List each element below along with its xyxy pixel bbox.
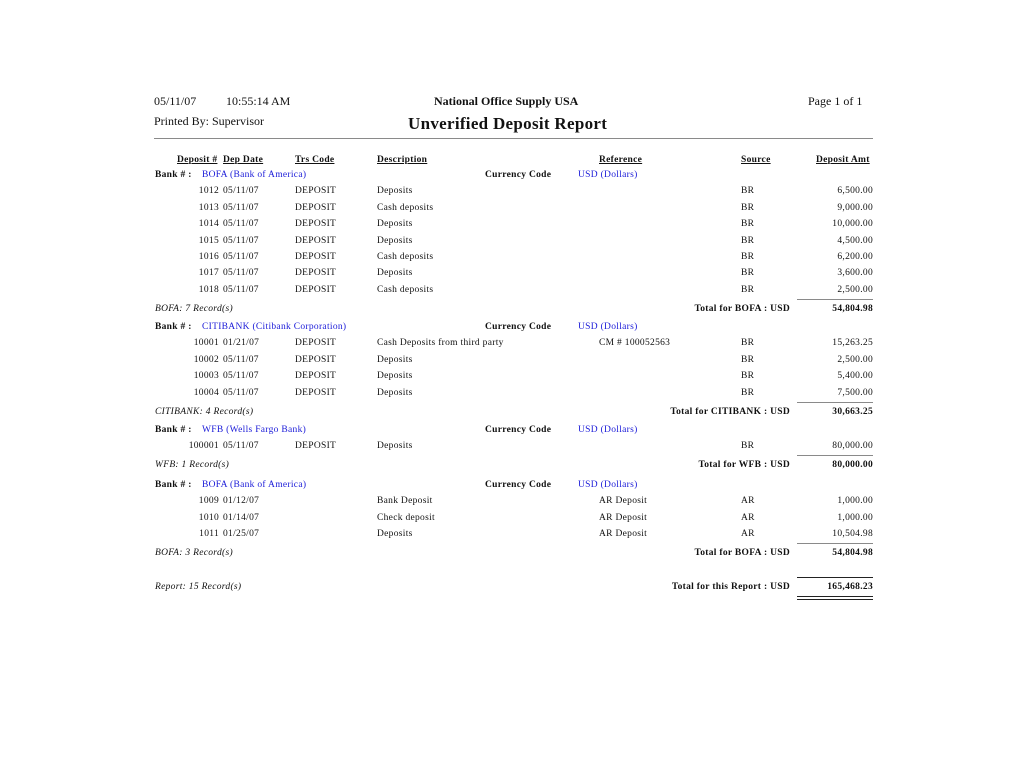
deposit-number: 100001 [188, 441, 219, 452]
trs-code: DEPOSIT [295, 186, 337, 197]
deposit-number: 1010 [198, 512, 219, 523]
subtotal-rule [797, 455, 873, 456]
col-deposit-no: Deposit # [177, 155, 218, 165]
report-record-count: Report: 15 Record(s) [155, 582, 242, 592]
bank-name: CITIBANK (Citibank Corporation) [202, 322, 347, 332]
col-deposit-amt: Deposit Amt [816, 155, 870, 165]
deposit-amount: 6,200.00 [837, 252, 873, 262]
deposit-number: 1011 [199, 529, 219, 540]
col-trs-code: Trs Code [295, 155, 335, 165]
currency-value: USD (Dollars) [578, 425, 638, 435]
deposit-number: 1017 [198, 268, 219, 279]
group-total: 54,804.98 [832, 548, 873, 559]
source: BR [741, 387, 755, 398]
source: BR [741, 186, 755, 197]
subtotal-rule [797, 299, 873, 300]
currency-code-label: Currency Code [485, 322, 552, 332]
source: BR [741, 371, 755, 382]
group-record-count: CITIBANK: 4 Record(s) [155, 406, 254, 417]
deposit-date: 05/11/07 [223, 252, 259, 262]
reference: AR Deposit [599, 496, 648, 507]
reference: CM # 100052563 [599, 338, 671, 349]
deposit-number: 10001 [193, 338, 219, 349]
deposit-amount: 2,500.00 [837, 284, 873, 295]
description: Deposits [377, 529, 413, 540]
source: BR [741, 202, 755, 213]
subtotal-rule [797, 402, 873, 403]
group-record-count: BOFA: 3 Record(s) [155, 548, 233, 559]
trs-code: DEPOSIT [295, 441, 337, 452]
source: BR [741, 354, 755, 365]
col-description: Description [377, 155, 428, 165]
deposit-number: 1015 [198, 235, 219, 246]
deposit-number: 1018 [198, 284, 219, 295]
trs-code: DEPOSIT [295, 235, 337, 246]
group-record-count: WFB: 1 Record(s) [155, 460, 230, 471]
deposit-number: 10004 [193, 387, 219, 398]
deposit-date: 05/11/07 [223, 371, 259, 382]
reference: AR Deposit [599, 512, 648, 523]
trs-code: DEPOSIT [295, 354, 337, 365]
report-title: Unverified Deposit Report [408, 114, 608, 133]
currency-code-label: Currency Code [485, 170, 552, 180]
deposit-date: 05/11/07 [223, 219, 259, 230]
description: Deposits [377, 219, 413, 230]
deposit-amount: 1,000.00 [837, 512, 873, 523]
report-total: 165,468.23 [827, 582, 873, 592]
group-total-label: Total for BOFA : USD [694, 548, 790, 559]
col-source: Source [741, 155, 771, 165]
currency-code-label: Currency Code [485, 480, 552, 490]
bank-name: BOFA (Bank of America) [202, 480, 307, 490]
bank-name: WFB (Wells Fargo Bank) [202, 425, 307, 435]
trs-code: DEPOSIT [295, 219, 337, 230]
description: Cash Deposits from third party [377, 338, 504, 349]
reference: AR Deposit [599, 529, 648, 540]
trs-code: DEPOSIT [295, 371, 337, 382]
deposit-number: 1012 [198, 186, 219, 197]
bank-label: Bank # : [155, 425, 192, 435]
group-total-label: Total for BOFA : USD [694, 303, 790, 314]
source: BR [741, 338, 755, 349]
source: BR [741, 441, 755, 452]
deposit-date: 01/21/07 [223, 338, 260, 349]
trs-code: DEPOSIT [295, 387, 337, 398]
description: Deposits [377, 268, 413, 279]
deposit-number: 10003 [193, 371, 219, 382]
deposit-date: 05/11/07 [223, 441, 259, 452]
source: BR [741, 252, 755, 262]
trs-code: DEPOSIT [295, 202, 337, 213]
bank-label: Bank # : [155, 170, 192, 180]
description: Bank Deposit [377, 496, 433, 507]
trs-code: DEPOSIT [295, 338, 337, 349]
trs-code: DEPOSIT [295, 252, 337, 262]
group-record-count: BOFA: 7 Record(s) [155, 303, 233, 314]
deposit-date: 01/25/07 [223, 529, 260, 540]
deposit-amount: 15,263.25 [832, 338, 873, 349]
currency-code-label: Currency Code [485, 425, 552, 435]
deposit-date: 05/11/07 [223, 387, 259, 398]
deposit-date: 01/12/07 [223, 496, 260, 507]
deposit-number: 1014 [198, 219, 219, 230]
col-dep-date: Dep Date [223, 155, 264, 165]
currency-value: USD (Dollars) [578, 170, 638, 180]
header-divider [154, 138, 873, 139]
group-total: 80,000.00 [832, 460, 873, 471]
deposit-amount: 80,000.00 [832, 441, 873, 452]
description: Cash deposits [377, 284, 434, 295]
bank-label: Bank # : [155, 480, 192, 490]
deposit-date: 05/11/07 [223, 268, 259, 279]
company-name: National Office Supply USA [434, 94, 579, 108]
description: Deposits [377, 235, 413, 246]
report-total-label: Total for this Report : USD [671, 582, 790, 592]
deposit-date: 05/11/07 [223, 235, 259, 246]
currency-value: USD (Dollars) [578, 480, 638, 490]
deposit-date: 05/11/07 [223, 202, 259, 213]
source: AR [741, 496, 755, 507]
group-total-label: Total for CITIBANK : USD [670, 406, 790, 417]
deposit-amount: 2,500.00 [837, 354, 873, 365]
deposit-amount: 1,000.00 [837, 496, 873, 507]
deposit-amount: 5,400.00 [837, 371, 873, 382]
deposit-amount: 4,500.00 [837, 235, 873, 246]
deposit-amount: 3,600.00 [837, 268, 873, 279]
source: BR [741, 284, 755, 295]
group-total-label: Total for WFB : USD [698, 460, 790, 471]
source: BR [741, 219, 755, 230]
description: Deposits [377, 371, 413, 382]
deposit-amount: 6,500.00 [837, 186, 873, 197]
deposit-date: 05/11/07 [223, 186, 259, 197]
report-total-double-rule [797, 596, 873, 600]
page-indicator: Page 1 of 1 [808, 94, 863, 108]
source: BR [741, 235, 755, 246]
description: Check deposit [377, 512, 435, 523]
trs-code: DEPOSIT [295, 284, 337, 295]
deposit-date: 01/14/07 [223, 512, 260, 523]
deposit-amount: 9,000.00 [837, 202, 873, 213]
source: AR [741, 529, 755, 540]
deposit-date: 05/11/07 [223, 354, 259, 365]
deposit-number: 10002 [193, 354, 219, 365]
source: BR [741, 268, 755, 279]
description: Deposits [377, 186, 413, 197]
description: Deposits [377, 354, 413, 365]
deposit-amount: 10,000.00 [832, 219, 873, 230]
deposit-number: 1009 [198, 496, 219, 507]
deposit-amount: 10,504.98 [832, 529, 873, 540]
description: Deposits [377, 387, 413, 398]
group-total: 54,804.98 [832, 303, 873, 314]
description: Deposits [377, 441, 413, 452]
description: Cash deposits [377, 202, 434, 213]
deposit-date: 05/11/07 [223, 284, 259, 295]
printed-by: Printed By: Supervisor [154, 114, 264, 128]
deposit-number: 1016 [198, 252, 219, 262]
bank-name: BOFA (Bank of America) [202, 170, 307, 180]
print-date: 05/11/07 [154, 94, 197, 108]
trs-code: DEPOSIT [295, 268, 337, 279]
print-time: 10:55:14 AM [226, 94, 291, 108]
deposit-number: 1013 [198, 202, 219, 213]
bank-label: Bank # : [155, 322, 192, 332]
col-reference: Reference [599, 155, 643, 165]
description: Cash deposits [377, 252, 434, 262]
currency-value: USD (Dollars) [578, 322, 638, 332]
group-total: 30,663.25 [832, 406, 873, 417]
source: AR [741, 512, 755, 523]
report-total-rule [797, 577, 873, 578]
deposit-amount: 7,500.00 [837, 387, 873, 398]
subtotal-rule [797, 543, 873, 544]
